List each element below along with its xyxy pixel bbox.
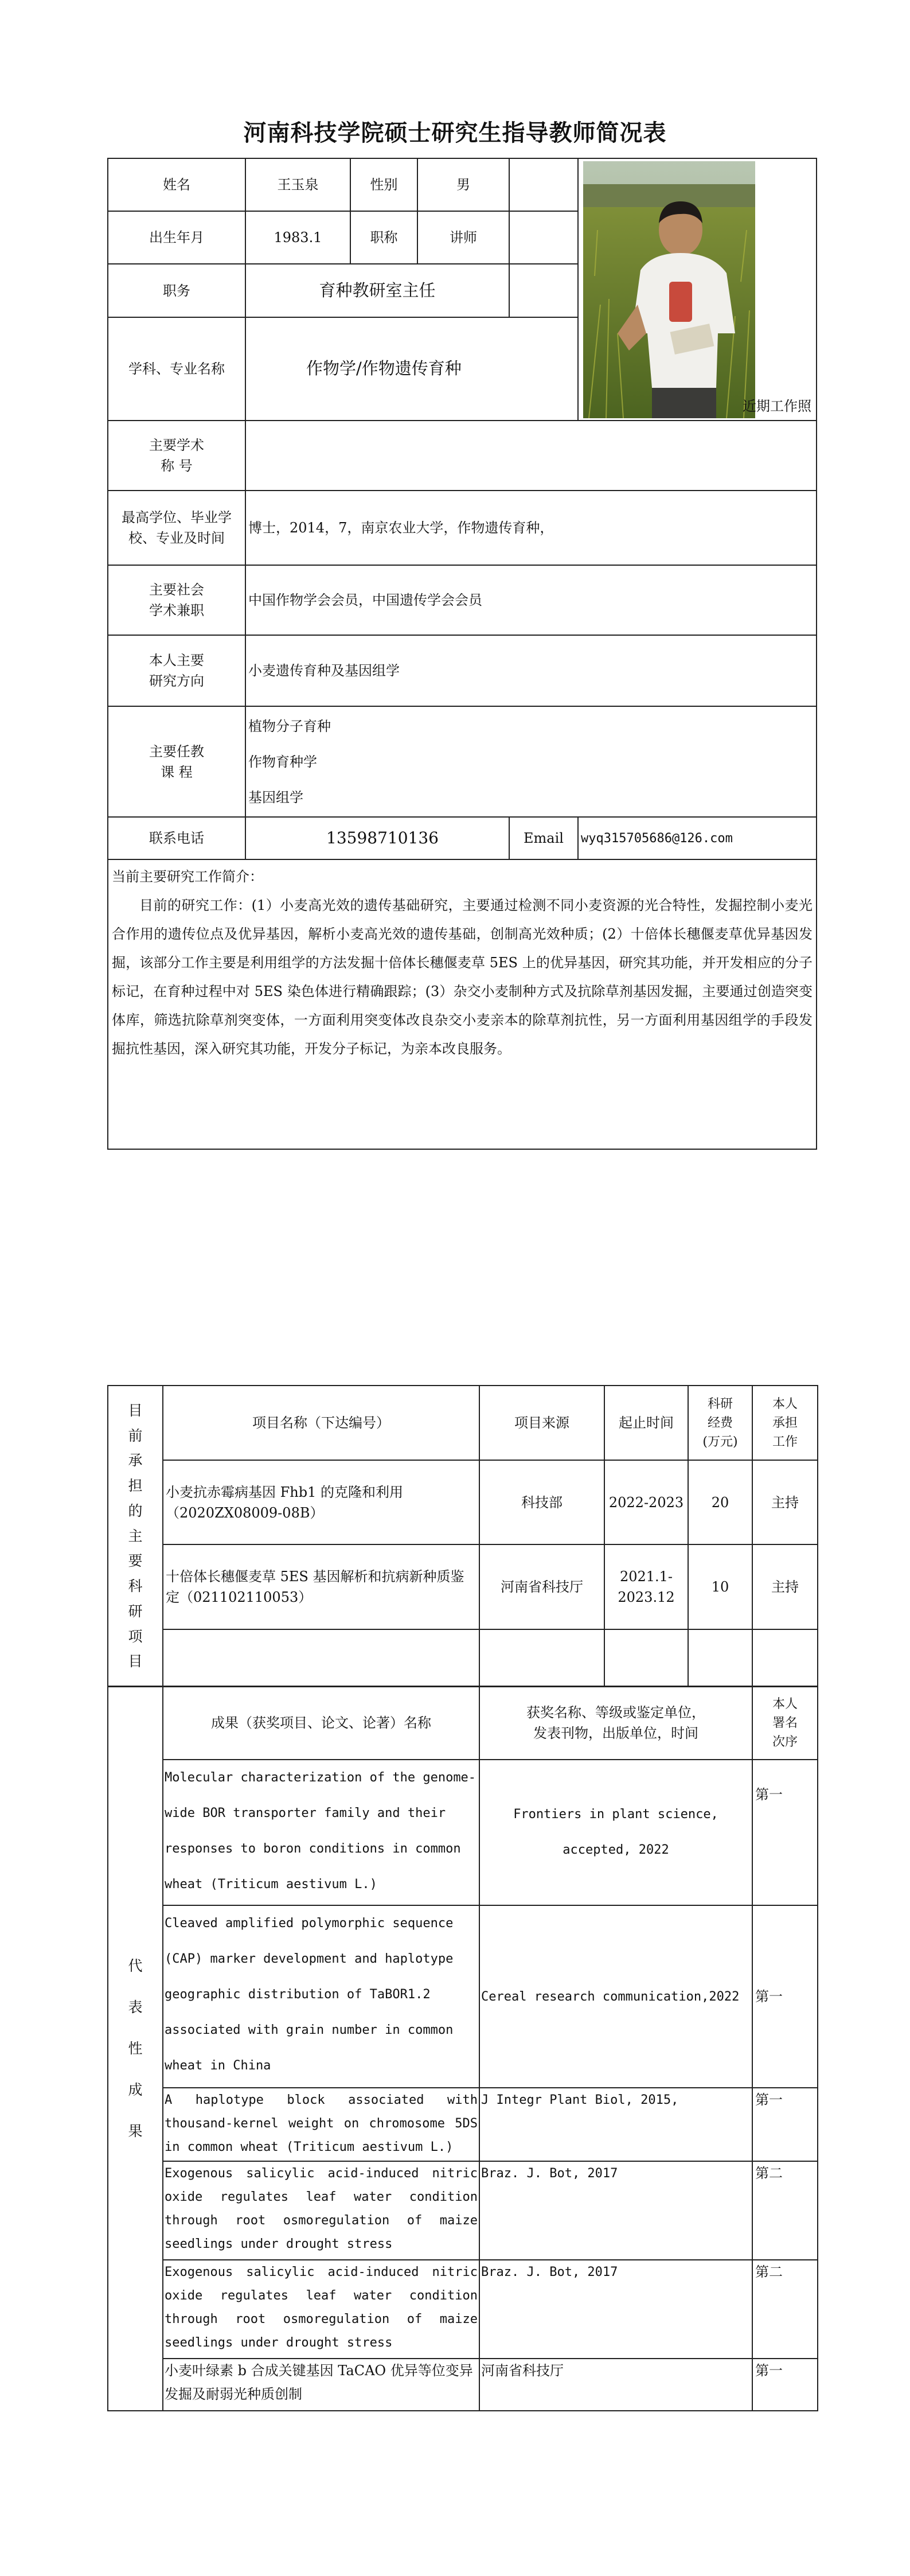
page-title: 河南科技学院硕士研究生指导教师简况表 xyxy=(243,120,667,146)
side-char: 担 xyxy=(128,1477,143,1495)
email-value: wyq315705686@126.com xyxy=(578,817,817,859)
achievement-publisher: 河南省科技厅 xyxy=(479,2359,752,2411)
table-row xyxy=(108,1905,818,2088)
achievement-publisher: Braz. J. Bot, 2017 xyxy=(479,2161,752,2260)
achievement-order: 第一 xyxy=(752,1760,818,1905)
achievement-name: Exogenous salicylic acid-induced nitric oxide regulates leaf water condition through root osmoregulation of maize seedlings under drought stress xyxy=(163,2260,479,2359)
project-period: 2022-2023 xyxy=(604,1460,688,1544)
academic-title-label-line2: 称 号 xyxy=(161,458,193,474)
birth-label: 出生年月 xyxy=(108,211,245,264)
courses-label-line1: 主要任教 xyxy=(149,743,204,760)
projects-table xyxy=(107,1385,818,1687)
project-source: 科技部 xyxy=(479,1460,604,1544)
side-char: 果 xyxy=(128,2122,143,2139)
academic-title-label-line1: 主要学术 xyxy=(149,437,204,453)
name-value: 王玉泉 xyxy=(245,158,350,211)
course-item: 作物育种学 xyxy=(248,753,317,770)
table-row xyxy=(108,1460,818,1544)
achievements-header-order xyxy=(752,1686,818,1760)
research-intro xyxy=(108,859,817,1149)
achievement-publisher: Braz. J. Bot, 2017 xyxy=(479,2260,752,2359)
side-char: 要 xyxy=(128,1552,143,1570)
achievement-name: 小麦叶绿素 b 合成关键基因 TaCAO 优异等位变异发掘及耐弱光种质创制 xyxy=(163,2359,479,2411)
table-row xyxy=(108,1544,818,1629)
society-value: 中国作物学会会员，中国遗传学会会员 xyxy=(245,565,817,635)
achievement-order: 第二 xyxy=(752,2260,818,2359)
publisher-header-line: 发表刊物，出版单位，时间 xyxy=(533,1725,698,1741)
gender-label: 性别 xyxy=(350,158,417,211)
side-char: 前 xyxy=(128,1427,143,1444)
degree-label-line1: 最高学位、毕业学 xyxy=(122,509,232,526)
table-row xyxy=(108,2161,818,2260)
project-period: 2021.1-2023.12 xyxy=(604,1544,688,1629)
order-header-line: 本人 xyxy=(772,1696,798,1711)
projects-header-funds xyxy=(688,1386,752,1460)
degree-label xyxy=(108,491,245,565)
academic-title-value xyxy=(245,421,817,491)
achievements-table xyxy=(107,1686,818,2411)
order-header-line: 署名 xyxy=(772,1715,798,1730)
table-row xyxy=(108,2359,818,2411)
courses-label xyxy=(108,706,245,817)
side-char: 科 xyxy=(128,1578,143,1595)
projects-header-role xyxy=(752,1386,818,1460)
birth-value: 1983.1 xyxy=(245,211,350,264)
side-char: 目 xyxy=(128,1402,143,1419)
photo-caption: 近期工作照 xyxy=(743,398,811,414)
course-item: 植物分子育种 xyxy=(248,718,331,734)
role-header-line: 承担 xyxy=(772,1415,798,1430)
side-char: 主 xyxy=(128,1527,143,1544)
projects-header-name: 项目名称（下达编号） xyxy=(163,1386,479,1460)
research-direction-label xyxy=(108,635,245,706)
academic-title-label xyxy=(108,421,245,491)
table-row xyxy=(108,2260,818,2359)
side-char: 性 xyxy=(128,2040,143,2057)
research-direction-label-line1: 本人主要 xyxy=(149,652,204,668)
side-char: 承 xyxy=(128,1452,143,1469)
portrait-photo xyxy=(583,161,755,418)
project-funds: 10 xyxy=(688,1544,752,1629)
side-char: 成 xyxy=(128,2081,143,2098)
project-source: 河南省科技厅 xyxy=(479,1544,604,1629)
research-intro-body: 目前的研究工作：(1）小麦高光效的遗传基础研究，主要通过检测不同小麦资源的光合特性，发掘控制小麦光合作用的遗传位点及优异基因，解析小麦高光效的遗传基础，创制高光效种质；(2）十倍体长穗偃麦草优异基因发掘，该部分工作主要是利用组学的方法发掘十倍体长穗偃麦草 5ES 上的优异基因，研究其功能，并开发相应的分子标记，在育种过程中对 5ES 染色体进行精确跟踪；(3）杂交小麦制种方式及抗除草剂基因发掘，主要通过创造突变体库，筛选抗除草剂突变体，一方面利用突变体改良杂交小麦亲本的除草剂抗性，另一方面利用基因组学的手段发掘抗性基因，深入研究其功能，开发分子标记，为亲本改良服务。 xyxy=(112,897,813,1057)
achievement-name: Molecular characterization of the genome-wide BOR transporter family and their responses to boron conditions in common wheat (Triticum aestivum L.) xyxy=(163,1760,479,1905)
course-item: 基因组学 xyxy=(248,789,303,806)
achievement-name: A haplotype block associated with thousand-kernel weight on chromosome 5DS in common wheat (Triticum aestivum L.) xyxy=(163,2088,479,2161)
funds-header-line: 科研 xyxy=(707,1396,733,1411)
project-name: 十倍体长穗偃麦草 5ES 基因解析和抗病新种质鉴定（021102110053） xyxy=(163,1544,479,1629)
society-label xyxy=(108,565,245,635)
degree-label-line2: 校、专业及时间 xyxy=(128,530,225,546)
achievement-order: 第一 xyxy=(752,2359,818,2411)
side-char: 代 xyxy=(128,1957,143,1974)
side-char: 目 xyxy=(128,1653,143,1670)
achievement-order: 第一 xyxy=(752,1905,818,2088)
discipline-value: 作物学/作物遗传育种 xyxy=(245,317,578,421)
role-header-line: 本人 xyxy=(772,1396,798,1411)
role-header-line: 工作 xyxy=(772,1434,798,1449)
photo-cell xyxy=(578,158,817,421)
rank-value: 讲师 xyxy=(417,211,509,264)
achievement-name: Exogenous salicylic acid-induced nitric oxide regulates leaf water condition through root osmoregulation of maize seedlings under drought stress xyxy=(163,2161,479,2260)
courses-value xyxy=(245,706,817,817)
position-label: 职务 xyxy=(108,264,245,317)
position-value: 育种教研室主任 xyxy=(245,264,509,317)
achievements-side-label xyxy=(108,1686,163,2411)
table-row-empty xyxy=(108,1629,818,1687)
achievement-publisher: Frontiers in plant science, accepted, 2022 xyxy=(479,1760,752,1905)
project-funds: 20 xyxy=(688,1460,752,1544)
society-label-line2: 学术兼职 xyxy=(149,602,204,618)
society-label-line1: 主要社会 xyxy=(149,582,204,598)
project-role: 主持 xyxy=(752,1460,818,1544)
email-label: Email xyxy=(509,817,578,859)
achievement-order: 第一 xyxy=(752,2088,818,2161)
research-direction-label-line2: 研究方向 xyxy=(149,673,204,689)
name-label: 姓名 xyxy=(108,158,245,211)
achievement-order: 第二 xyxy=(752,2161,818,2260)
achievement-publisher: Cereal research communication,2022 xyxy=(479,1905,752,2088)
achievement-name: Cleaved amplified polymorphic sequence (CAP) marker development and haplotype geographic distribution of TaBOR1.2 associated with grain number in common wheat in China xyxy=(163,1905,479,2088)
funds-header-line: 经费 xyxy=(707,1415,733,1430)
phone-value: 13598710136 xyxy=(245,817,509,859)
side-char: 的 xyxy=(128,1502,143,1519)
publisher-header-line: 获奖名称、等级或鉴定单位， xyxy=(526,1705,705,1721)
project-name: 小麦抗赤霉病基因 Fhb1 的克隆和利用（2020ZX08009-08B） xyxy=(163,1460,479,1544)
rank-label: 职称 xyxy=(350,211,417,264)
projects-header-period: 起止时间 xyxy=(604,1386,688,1460)
projects-header-source: 项目来源 xyxy=(479,1386,604,1460)
table-row xyxy=(108,2088,818,2161)
degree-value: 博士，2014，7，南京农业大学，作物遗传育种， xyxy=(245,491,817,565)
courses-label-line2: 课 程 xyxy=(161,764,193,780)
profile-table xyxy=(107,158,817,1150)
projects-side-label xyxy=(108,1386,163,1687)
gender-value: 男 xyxy=(417,158,509,211)
discipline-label: 学科、专业名称 xyxy=(108,317,245,421)
research-direction-value: 小麦遗传育种及基因组学 xyxy=(245,635,817,706)
research-intro-heading: 当前主要研究工作简介： xyxy=(112,869,263,885)
achievements-header-publisher xyxy=(479,1686,752,1760)
achievements-header-name: 成果（获奖项目、论文、论著）名称 xyxy=(163,1686,479,1760)
funds-header-line: (万元) xyxy=(702,1434,738,1449)
side-char: 项 xyxy=(128,1628,143,1645)
achievement-publisher: J Integr Plant Biol, 2015, xyxy=(479,2088,752,2161)
side-char: 表 xyxy=(128,1998,143,2015)
table-row xyxy=(108,1760,818,1905)
phone-label: 联系电话 xyxy=(108,817,245,859)
order-header-line: 次序 xyxy=(772,1734,798,1749)
project-role: 主持 xyxy=(752,1544,818,1629)
side-char: 研 xyxy=(128,1602,143,1620)
